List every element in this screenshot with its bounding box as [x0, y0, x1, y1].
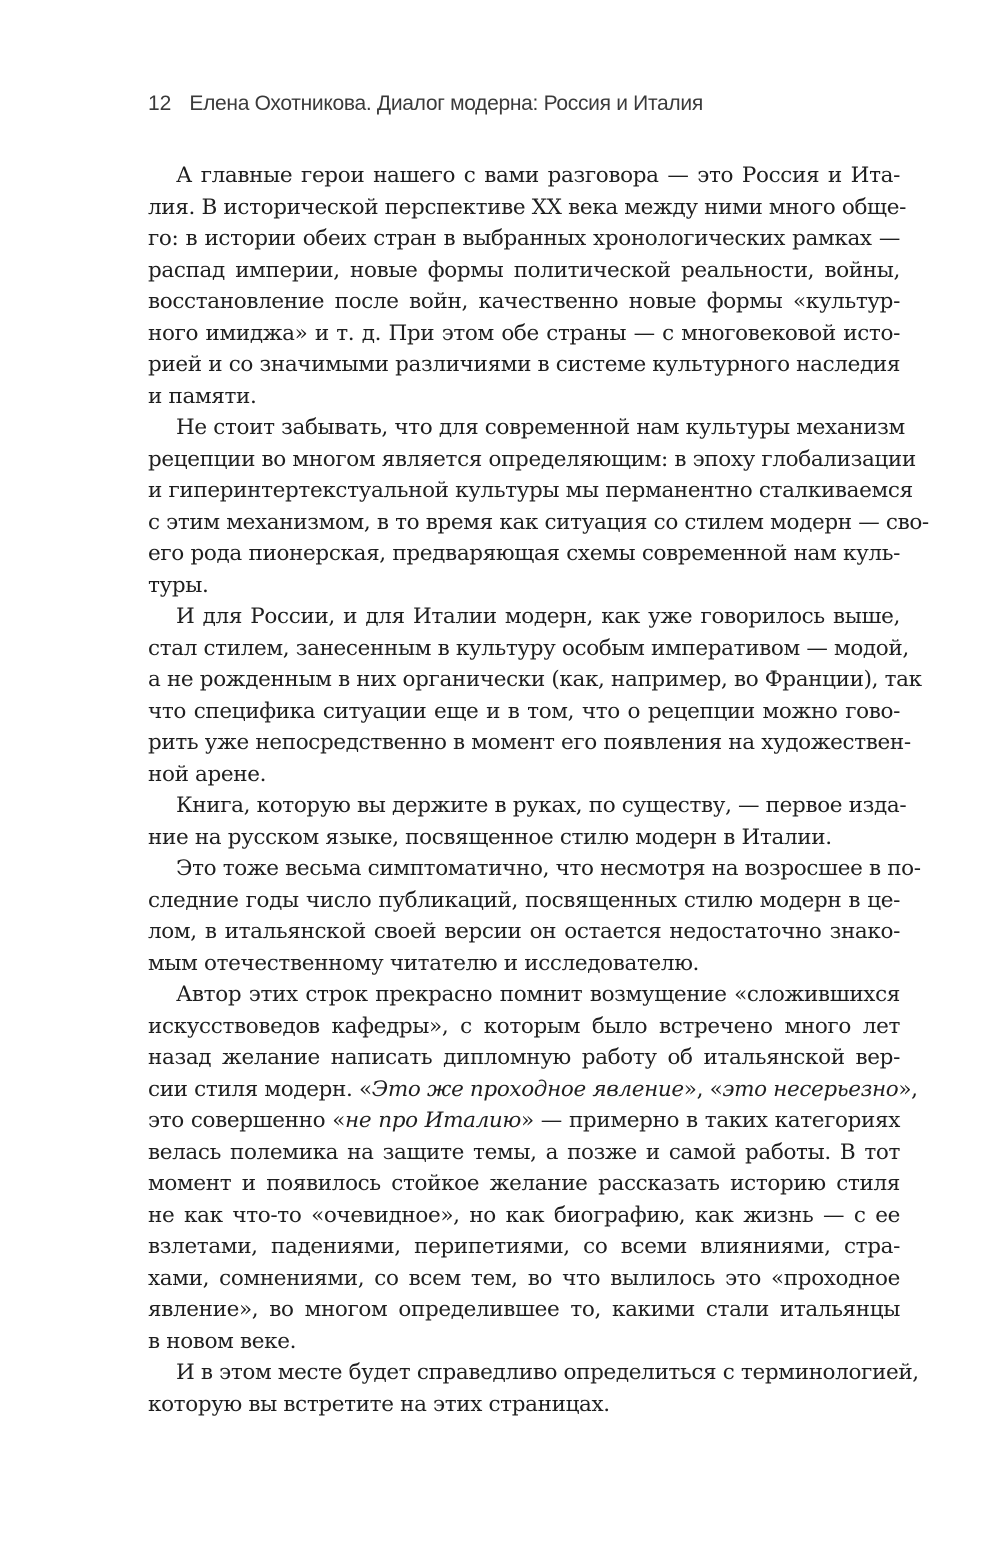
text-fragment: сии стиля модерн. «	[148, 1076, 372, 1102]
text-line: следние годы число публикаций, посвященных стилю модерн в це-	[148, 887, 900, 913]
text-line: лия. В исторической перспективе XX века между ними много обще-	[148, 194, 906, 220]
italic-quote: Это же проходное явление	[371, 1076, 684, 1102]
text-line: лом, в итальянской своей версии он остается недостаточно знако-	[148, 919, 900, 944]
text-line: момент и появилось стойкое желание рассказать историю стиля	[148, 1171, 900, 1196]
text-line: и памяти.	[148, 383, 257, 409]
paragraph	[148, 790, 907, 853]
text-fragment: » — примерно в таких категориях	[521, 1108, 900, 1133]
paragraph	[148, 1357, 919, 1420]
body-text	[148, 160, 929, 1420]
text-line: и гиперинтертекстуальной культуры мы перманентно сталкиваемся	[148, 478, 913, 503]
text-line: Не стоит забывать, что для современной нам культуры механизм	[176, 415, 905, 440]
text-line: распад империи, новые формы политической реальности, войны,	[148, 257, 900, 283]
italic-quote: это несерьезно	[722, 1076, 899, 1102]
text-line: с этим механизмом, в то время как ситуация со стилем модерн — сво-	[148, 509, 929, 535]
running-title: Елена Охотникова. Диалог модерна: Россия и Италия	[189, 92, 703, 115]
text-line: хами, сомнениями, со всем тем, во что вылилось это «проходное	[148, 1265, 900, 1291]
text-fragment: »,	[898, 1076, 918, 1102]
text-line	[148, 1105, 900, 1137]
text-line: рить уже непосредственно в момент его появления на художествен-	[148, 730, 911, 755]
text-line: не как что-то «очевидное», но как биографию, как жизнь — с ее	[148, 1202, 900, 1228]
text-line: велась полемика на защите темы, а позже и самой работы. В тот	[148, 1139, 900, 1165]
text-line: И в этом месте будет справедливо определиться с терминологией,	[176, 1360, 919, 1385]
paragraph	[148, 601, 922, 790]
text-line: мым отечественному читателю и исследователю.	[148, 950, 700, 976]
text-line: рией и со значимыми различиями в системе культурного наследия	[148, 352, 901, 377]
text-line: назад желание написать дипломную работу об итальянской вер-	[148, 1045, 900, 1070]
text-line: го: в истории обеих стран в выбранных хронологических рамках —	[148, 226, 900, 251]
text-line: А главные герои нашего с вами разговора — это Россия и Ита-	[176, 163, 900, 188]
text-fragment: », «	[683, 1076, 723, 1102]
text-line: явление», во многом определившее то, какими стали итальянцы	[148, 1297, 900, 1322]
text-line: взлетами, падениями, перипетиями, со всеми влияниями, стра-	[148, 1234, 900, 1259]
paragraph	[148, 160, 906, 412]
text-line: Автор этих строк прекрасно помнит возмущение «сложившихся	[176, 982, 900, 1007]
text-line: которую вы встретите на этих страницах.	[148, 1391, 610, 1417]
paragraph	[148, 412, 929, 601]
text-line: в новом веке.	[148, 1328, 297, 1354]
text-line: что специфика ситуации еще и в том, что о рецепции можно гово-	[148, 698, 900, 724]
text-line: ние на русском языке, посвященное стилю модерн в Италии.	[148, 824, 832, 850]
running-head	[148, 92, 703, 116]
page-number: 12	[148, 92, 172, 115]
italic-quote: не про Италию	[345, 1108, 522, 1133]
text-line: рецепции во многом является определяющим: в эпоху глобализации	[148, 446, 916, 472]
text-line: ного имиджа» и т. д. При этом обе страны — с многовековой исто-	[148, 320, 900, 346]
text-fragment: это совершенно «	[148, 1108, 346, 1133]
text-line: Это тоже весьма симптоматично, что несмотря на возросшее в по-	[176, 856, 921, 881]
text-line: искусствоведов кафедры», с которым было встречено много лет	[148, 1013, 900, 1039]
text-line: ной арене.	[148, 761, 267, 787]
paragraph	[148, 853, 921, 979]
text-line: восстановление после войн, качественно новые формы «культур-	[148, 289, 900, 314]
text-line	[148, 1074, 918, 1106]
text-line: а не рожденным в них органически (как, например, во Франции), так	[148, 667, 922, 692]
text-line: Книга, которую вы держите в руках, по существу, — первое изда-	[176, 793, 907, 818]
text-line: стал стилем, занесенным в культуру особым императивом — модой,	[148, 635, 909, 661]
text-line: его рода пионерская, предваряющая схемы современной нам куль-	[148, 541, 900, 566]
paragraph	[148, 979, 918, 1357]
text-line: И для России, и для Италии модерн, как уже говорилось выше,	[176, 604, 900, 629]
text-line: туры.	[148, 572, 209, 598]
